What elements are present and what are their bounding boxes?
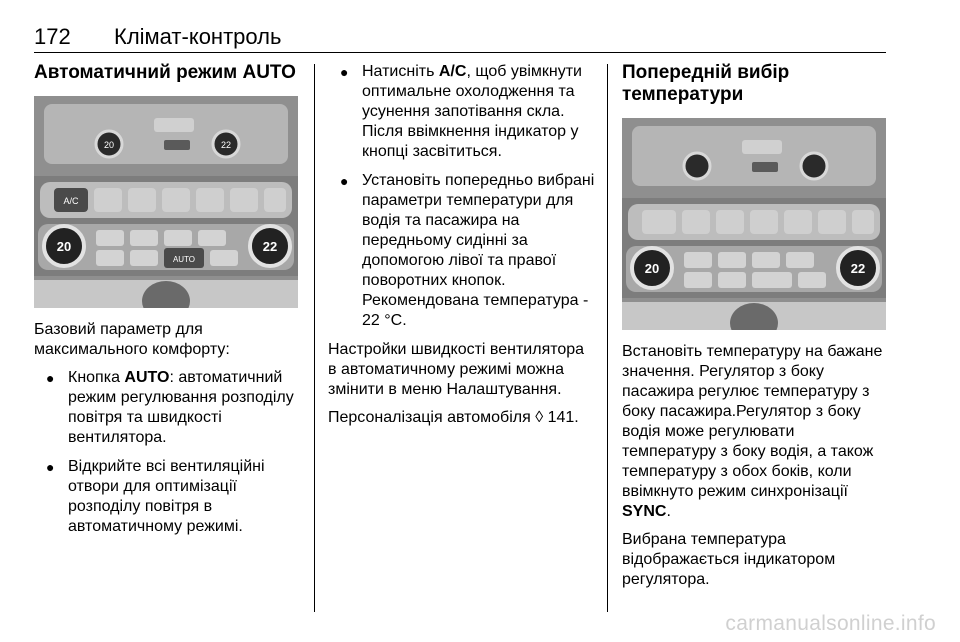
column-middle (328, 62, 596, 436)
watermark: carmanualsonline.info (725, 612, 936, 635)
right-temp-label: 22 (850, 261, 866, 276)
list-item: ● Установіть попередньо вибрані параметри температури для водія та пасажира на передньому сидінні за допомогою лівої та правої поворотних кнопок. Рекомендована температура - 22 °C. (340, 172, 595, 329)
chapter-title: Клімат-контроль (114, 24, 282, 49)
top-right-temp-label: 22 (220, 140, 232, 150)
column-left (34, 62, 302, 546)
right-temp-label: 22 (262, 239, 278, 254)
keyword-sync: SYNC (622, 503, 667, 520)
page-number: 172 (34, 24, 71, 49)
section-heading: Попередній вибір температури (622, 62, 790, 105)
column-divider (607, 64, 608, 612)
page-header (34, 22, 886, 53)
climate-panel-photo (622, 118, 886, 330)
ac-button-label: A/C (63, 196, 79, 206)
bullet-icon: ● (46, 459, 55, 475)
auto-button-label: AUTO (172, 255, 196, 264)
keyword-ac: A/C (438, 63, 467, 80)
cross-reference: Персоналізація автомобіля ◊ 141. (328, 409, 579, 426)
left-temp-label: 20 (644, 261, 660, 276)
keyword-auto: AUTO (124, 369, 170, 386)
list-item: ● Натисніть A/C, щоб увімкнути оптимальне охолодження та усунення запотівання скла. Після ввімкнення індикатор у кнопці засвітиться. (340, 63, 582, 160)
column-right (622, 62, 890, 598)
list-item: ● Відкрийте всі вентиляційні отвори для оптимізації розподілу повітря в автоматичному режимі. (46, 458, 265, 535)
left-temp-label: 20 (56, 239, 72, 254)
bullet-icon: ● (340, 64, 349, 80)
section-heading: Автоматичний режим AUTO (34, 62, 296, 83)
climate-panel-photo (34, 96, 298, 308)
list-item: ● Кнопка AUTO: автоматичний режим регулювання розподілу повітря та швидкості вентилятора. (46, 369, 294, 446)
column-divider (314, 64, 315, 612)
climate-panel-illustration (622, 118, 886, 330)
page-reference-icon: ◊ (535, 409, 544, 426)
bullet-icon: ● (340, 173, 349, 189)
top-left-temp-label: 20 (103, 140, 115, 150)
intro-text: Базовий параметр для максимального комфорту: (34, 321, 230, 358)
page-reference-number: 141. (543, 409, 579, 426)
paragraph: Вибрана температура відображається індикатором регулятора. (622, 531, 836, 588)
climate-panel-illustration (34, 96, 298, 308)
bullet-icon: ● (46, 370, 55, 386)
paragraph: Встановіть температуру на бажане значення. Регулятор з боку пасажира регулює температуру з боку пасажира.Регулятор з боку водія може регулювати температуру з боку водія, а також температуру з обох боків, коли ввімкнуто режим синхронізації SYNC. (622, 343, 883, 520)
paragraph: Настройки швидкості вентилятора в автоматичному режимі можна змінити в меню Налаштування. (328, 341, 585, 398)
